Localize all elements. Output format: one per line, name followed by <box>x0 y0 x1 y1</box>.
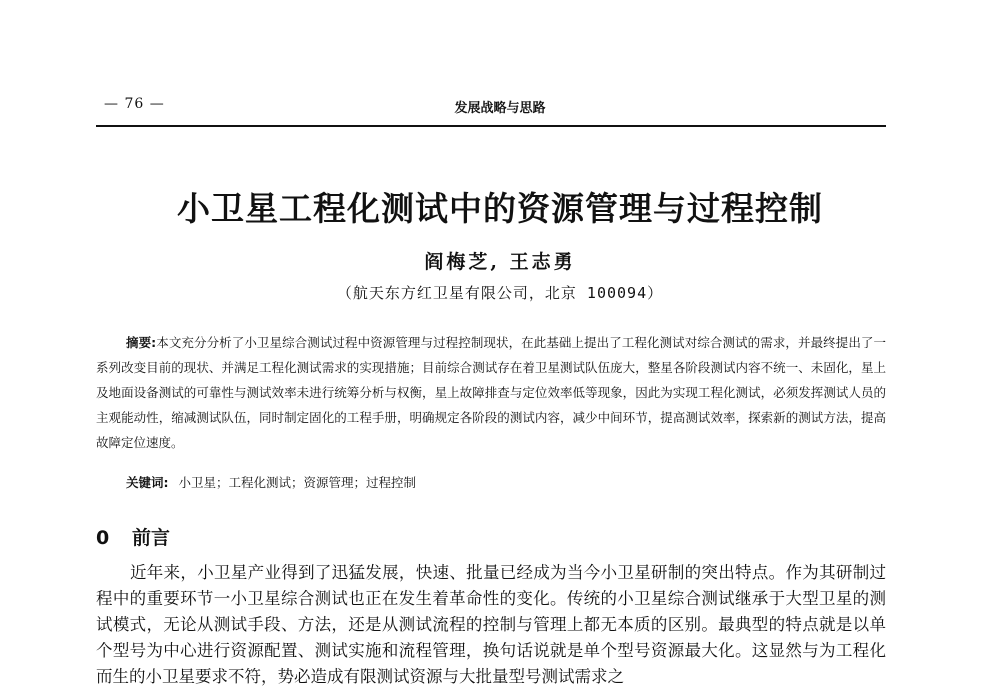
paper-authors: 阎梅芝, 王志勇 <box>424 251 576 273</box>
keywords-text: 小卫星；工程化测试；资源管理；过程控制 <box>178 475 417 490</box>
keywords <box>126 473 416 491</box>
abstract-text: 本文充分分析了小卫星综合测试过程中资源管理与过程控制现状，在此基础上提出了工程化测试对综合测试的需求，并最终提出了一系列改变目前的现状、并满足工程化测试需求的实现措施；目前综合测试存在着卫星测试队伍庞大，整星各阶段测试内容不统一、未固化，星上及地面设备测试的可靠性与测试效率未进行统筹分析与权衡，星上故障排查与定位效率低等现象，因此为实现工程化测试，必须发挥测试人员的主观能动性，缩减测试队伍，同时制定固化的工程手册，明确规定各阶段的测试内容，减少中间环节，提高测试效率，探索新的测试方法，提高故障定位速度。 <box>96 335 886 450</box>
section-title: 前言 <box>132 527 171 549</box>
abstract-label: 摘要: <box>126 335 157 350</box>
paper-affiliation: （航天东方红卫星有限公司，北京 100094） <box>336 284 664 302</box>
section-body: 近年来，小卫星产业得到了迅猛发展，快速、批量已经成为当今小卫星研制的突出特点。作为其研制过程中的重要环节一小卫星综合测试也正在发生着革命性的变化。传统的小卫星综合测试继承于大型卫星的测试模式，无论从测试手段、方法，还是从测试流程的控制与管理上都无本质的区别。最典型的特点就是以单个型号为中心进行资源配置、测试实施和流程管理，换句话说就是单个型号资源最大化。这显然与为工程化而生的小卫星要求不符，势必造成有限测试资源与大批量型号测试需求之 <box>96 563 886 686</box>
running-head: 发展战略与思路 <box>454 101 546 116</box>
section-number: 0 <box>96 527 110 549</box>
paper-title: 小卫星工程化测试中的资源管理与过程控制 <box>177 189 823 228</box>
abstract <box>96 330 886 455</box>
page-number: — 76 — <box>104 96 165 112</box>
keywords-label: 关键词: <box>126 475 169 490</box>
header-rule <box>96 125 886 127</box>
section-heading <box>96 523 170 550</box>
